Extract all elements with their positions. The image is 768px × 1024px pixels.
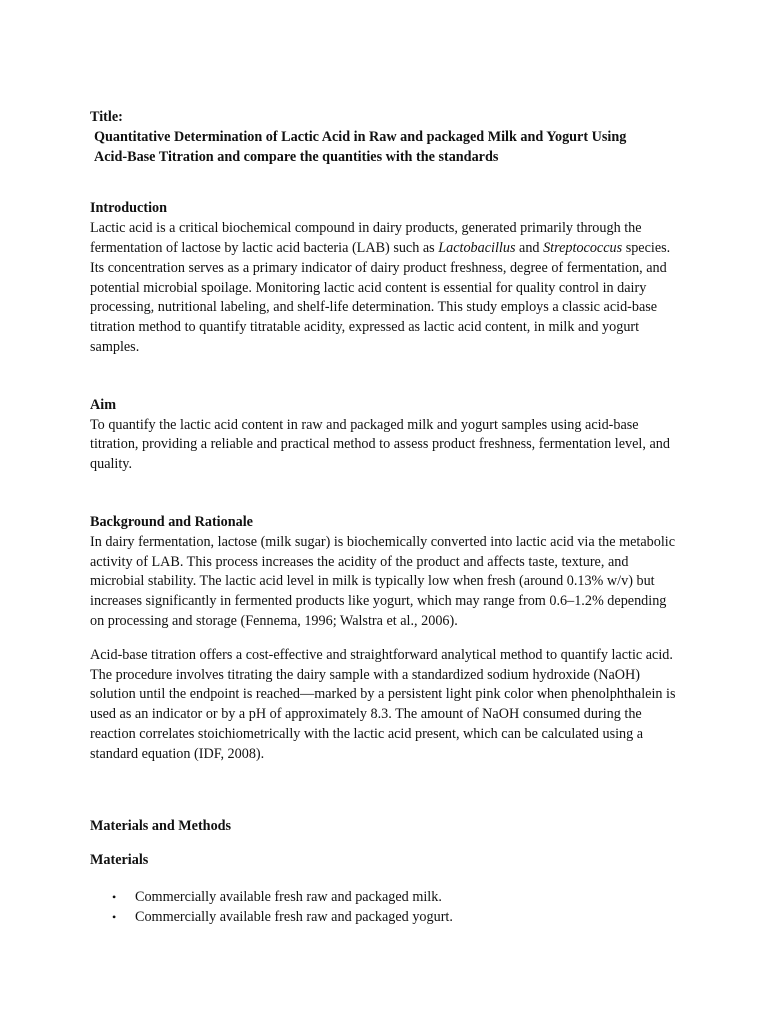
background-heading: Background and Rationale [90, 513, 253, 530]
title-label: Title: [90, 109, 123, 125]
introduction-heading: Introduction [90, 200, 167, 217]
aim-heading: Aim [90, 396, 117, 413]
materials-list [90, 888, 680, 928]
list-item [90, 888, 680, 908]
document-page [90, 108, 680, 928]
list-item-text: Commercially available fresh raw and packaged yogurt. [135, 908, 453, 925]
list-item [90, 908, 680, 928]
document-title-line-2: Acid-Base Titration and compare the quantities with the standards [94, 148, 499, 165]
document-title-line-1: Quantitative Determination of Lactic Acid in Raw and packaged Milk and Yogurt Using [94, 128, 627, 145]
bullet-icon: • [112, 909, 117, 924]
introduction-italic-lactobacillus: Lactobacillus [438, 239, 516, 256]
aim-paragraph: To quantify the lactic acid content in raw and packaged milk and yogurt samples using acid-base titration, providing a reliable and practical method to assess product freshness, fermentation level, and quality. [90, 416, 670, 473]
list-item-text: Commercially available fresh raw and packaged milk. [135, 889, 442, 906]
materials-methods-heading: Materials and Methods [90, 817, 232, 834]
bullet-icon: • [112, 890, 117, 905]
introduction-text-3: species. Its concentration serves as a primary indicator of dairy product freshness, degree of fermentation, and potential microbial spoilage. Monitoring lactic acid content is essential for quality control in dairy processing, nutritional labeling, and shelf-life determination. This study employs a classic acid-base titration method to quantify titratable acidity, expressed as lactic acid content, in milk and yogurt samples. [90, 239, 671, 355]
materials-heading: Materials [90, 852, 149, 869]
introduction-italic-streptococcus: Streptococcus [543, 239, 623, 256]
introduction-text-1: Lactic acid is a critical biochemical compound in dairy products, generated primarily through the fermentation of lactose by lactic acid bacteria (LAB) such as [90, 220, 642, 256]
background-paragraph-2: Acid-base titration offers a cost-effective and straightforward analytical method to quantify lactic acid. The procedure involves titrating the dairy sample with a standardized sodium hydroxide (NaOH) solution until the endpoint is reached—marked by a persistent light pink color when phenolphthalein is used as an indicator or by a pH of approximately 8.3. The amount of NaOH consumed during the reaction correlates stoichiometrically with the lactic acid present, which can be calculated using a standard equation (IDF, 2008). [90, 646, 676, 762]
background-paragraph-1: In dairy fermentation, lactose (milk sugar) is biochemically converted into lactic acid via the metabolic activity of LAB. This process increases the acidity of the product and affects taste, texture, and microbial stability. The lactic acid level in milk is typically low when fresh (around 0.13% w/v) but increases significantly in fermented products like yogurt, which may range from 0.6–1.2% depending on processing and storage (Fennema, 1996; Walstra et al., 2006). [90, 533, 676, 629]
introduction-paragraph [90, 219, 680, 358]
introduction-text-2: and [515, 239, 544, 256]
